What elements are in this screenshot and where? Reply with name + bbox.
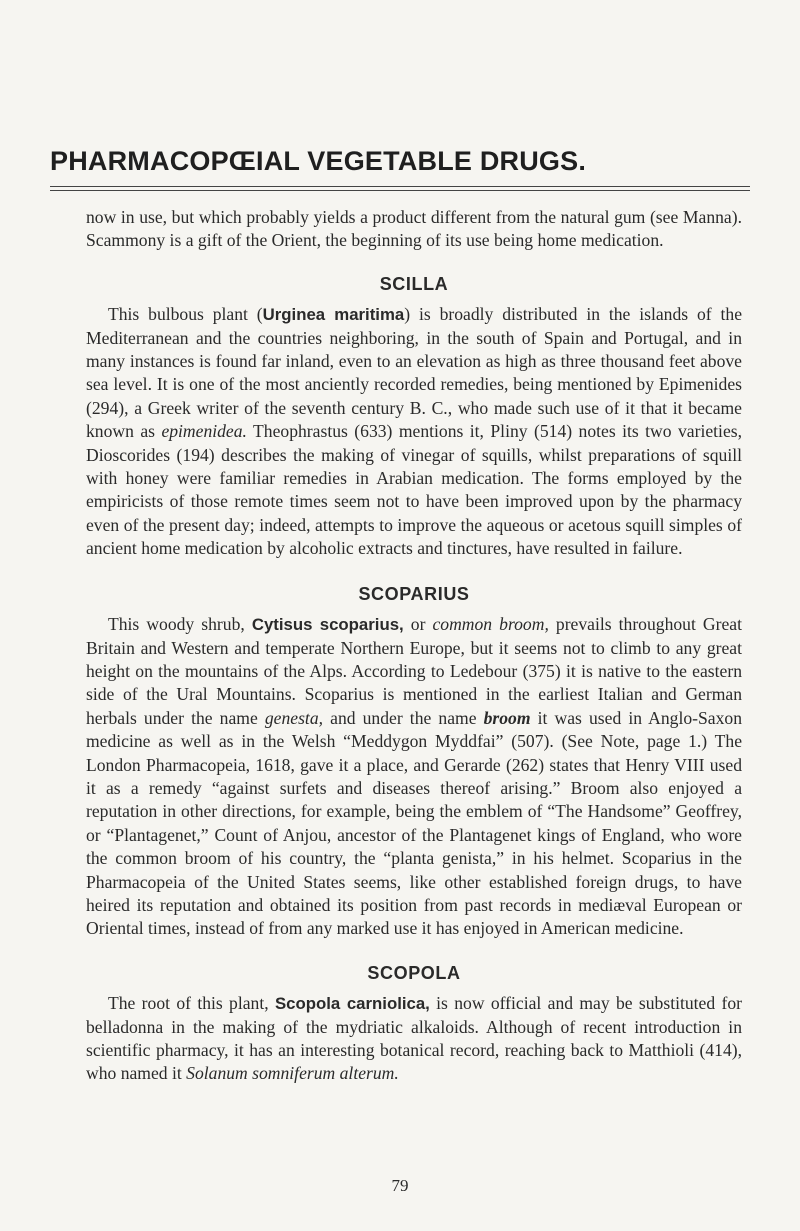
body-text xyxy=(86,206,742,1086)
running-head: PHARMACOPŒIAL VEGETABLE DRUGS. xyxy=(50,146,587,176)
scoparius-text-2: or xyxy=(403,614,433,635)
scoparius-text-5: it was used in Anglo-Saxon medicine as well as in the Welsh “Meddygon Myddfai” (507). (See Note, page 1.) The London Pharmacopeia, 1618, gave it a place, and Gerarde (262) states that Henry VIII used it as a remedy “against surfets and diseases thereof arising.” Broom also enjoyed a reputation in other directions, for example, being the emblem of “The Handsome” Geoffrey, or “Plantagenet,” Count of Anjou, ancestor of the Plantagenet kings of England, who wore the common broom of his country, the “planta genista,” in his helmet. Scoparius in the Pharmacopeia of the United States seems, like other established foreign drugs, to have heired its reputation and obtained its position from past records in mediæval European or Oriental times, instead of from any marked use it has enjoyed in American medicine. xyxy=(86,707,742,939)
scilla-epithet: epimenidea. xyxy=(161,421,247,442)
scoparius-text-1: This woody shrub, xyxy=(108,614,252,635)
section-heading-scilla: SCILLA xyxy=(379,273,449,294)
page-number: 79 xyxy=(391,1176,409,1195)
scopola-text-1: The root of this plant, xyxy=(108,993,275,1014)
scilla-text-3: Theophrastus (633) mentions it, Pliny (514) notes its two varieties, Dioscorides (194) describes the making of vinegar of squills, whilst preparations of squill with honey were familiar remedies in Arabian medication. The forms employed by the empiricists of those remote times seem not to have been improved upon by the pharmacy even of the present day; indeed, attempts to improve the aqueous or acetous squill simples of ancient home medication by alcoholic extracts and tinctures, have resulted in failure. xyxy=(86,421,742,559)
scopola-botanical-name: Scopola carniolica, xyxy=(274,994,430,1014)
intro-paragraph: now in use, but which probably yields a product different from the natural gum (see Manna). Scammony is a gift of the Orient, the beginning of its use being home medication. xyxy=(86,207,742,251)
scopola-text-2: is now official and may be substituted for belladonna in the making of the mydriatic alkaloids. Although of recent introduction in scientific pharmacy, it has an interesting botanical record, reaching back to Matthioli (414), who named it xyxy=(86,993,742,1084)
scilla-botanical-name: Urginea maritima xyxy=(262,305,405,325)
scopola-synonym: Solanum somniferum alterum. xyxy=(186,1063,399,1084)
scoparius-genesta: genesta, xyxy=(264,707,324,728)
header-rule-top xyxy=(50,186,750,187)
scilla-text-2: ) is broadly distributed in the islands of the Mediterranean and the countries neighboring, in the south of Spain and Portugal, and in many instances is found far inland, even to an elevation as high as three thousand feet above sea level. It is one of the most anciently recorded remedies, being mentioned by Epimenides (294), a Greek writer of the seventh century B. C., who made such use of it that it became known as xyxy=(86,304,743,442)
scilla-paragraph xyxy=(86,303,742,560)
section-heading-scoparius: SCOPARIUS xyxy=(358,583,470,604)
scoparius-text-3: prevails throughout Great Britain and Western and temperate Northern Europe, but it seems not to climb to any great height on the mountains of the Alps. According to Ledebour (375) it is native to the eastern side of the Ural Mountains. Scoparius is mentioned in the earliest Italian and German herbals under the name xyxy=(86,614,742,728)
scoparius-broom: broom xyxy=(483,707,531,728)
scilla-text-1: This bulbous plant ( xyxy=(108,304,263,325)
scoparius-text-4: and under the name xyxy=(323,707,484,728)
header-rule-bottom xyxy=(50,190,750,191)
section-heading-scopola: SCOPOLA xyxy=(367,962,461,983)
scoparius-botanical-name: Cytisus scoparius, xyxy=(251,615,404,635)
scoparius-common-name: common broom, xyxy=(432,614,549,635)
scoparius-paragraph xyxy=(86,613,742,941)
scopola-paragraph xyxy=(86,992,742,1086)
